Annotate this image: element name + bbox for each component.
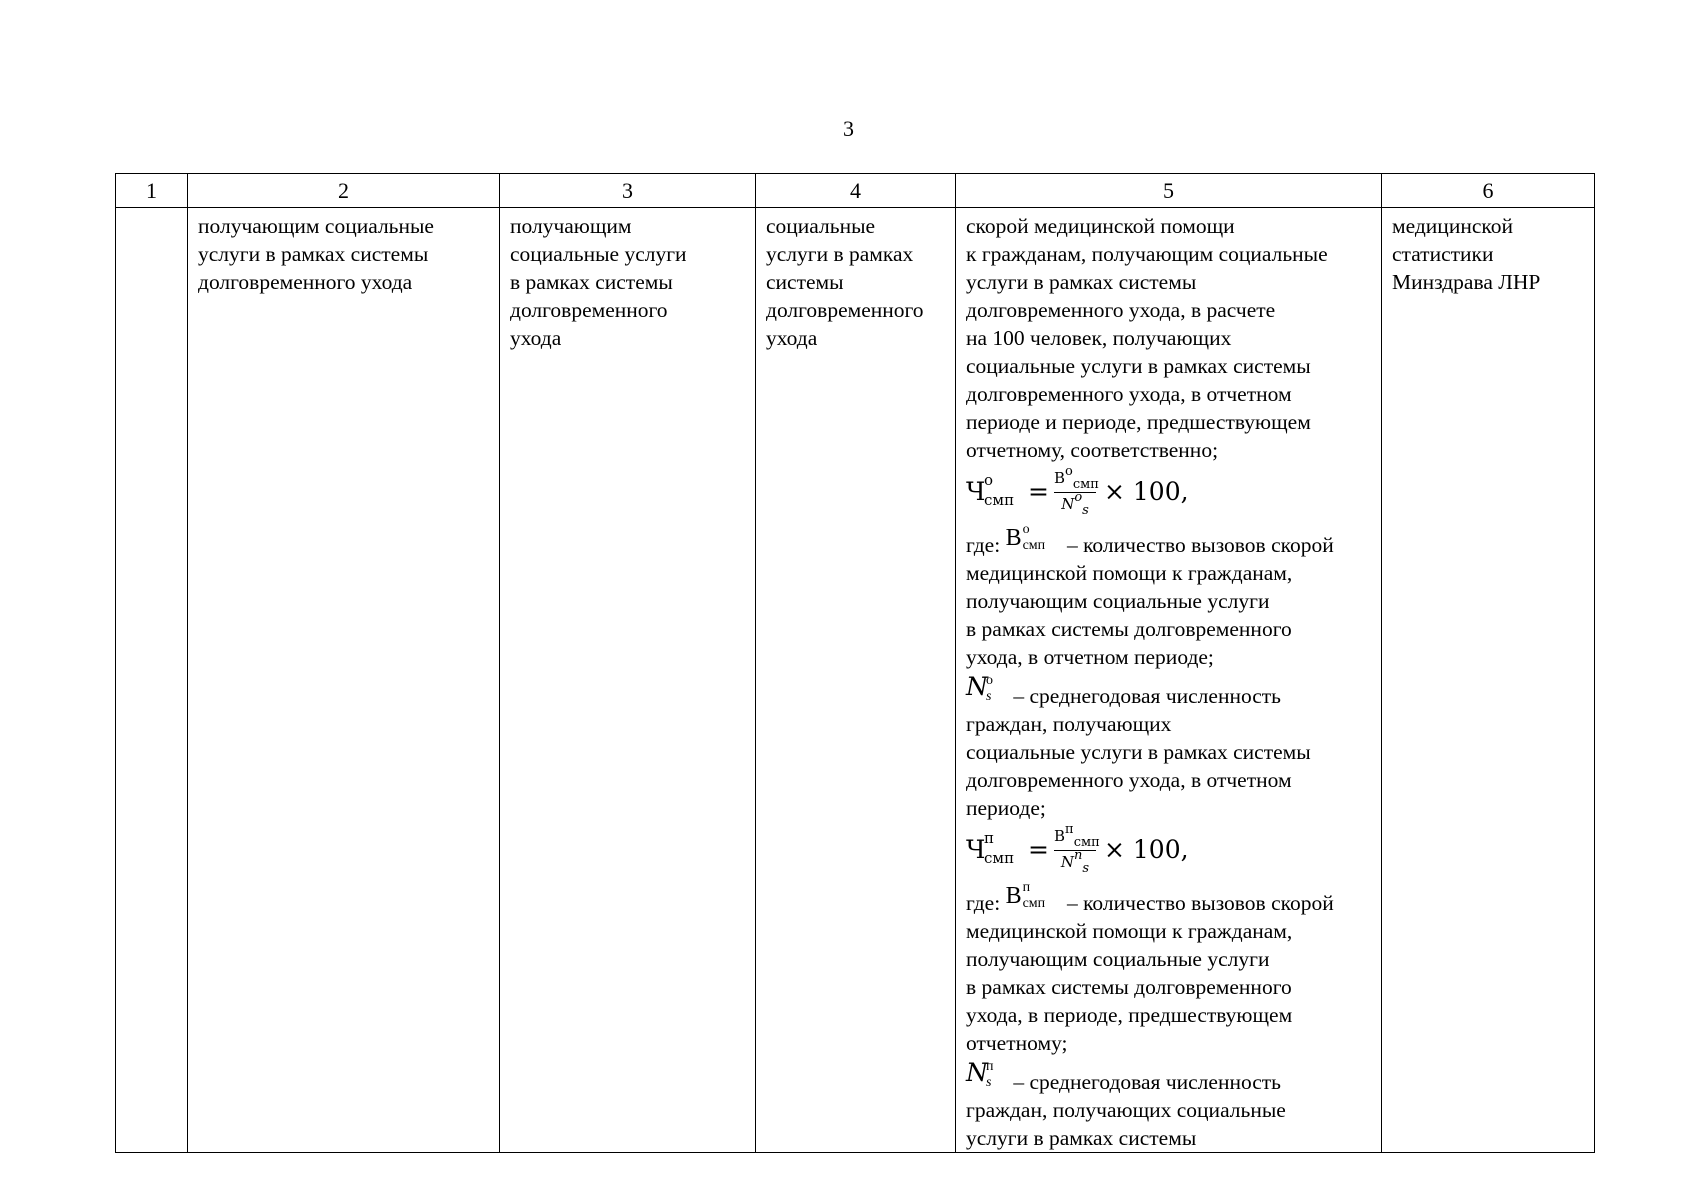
cell-col6 xyxy=(1382,208,1595,1153)
text-line: долговременного ухода xyxy=(198,270,413,294)
formula-denominator: Nпs xyxy=(1060,848,1090,876)
text-line: услуги в рамках системы xyxy=(966,270,1197,294)
text-line: граждан, получающих xyxy=(966,712,1172,736)
text-line: скорой медицинской помощи xyxy=(966,214,1235,238)
formula-lhs: Ч xyxy=(966,477,986,506)
text-line: долговременного ухода, в отчетном xyxy=(966,382,1292,406)
cell-col4 xyxy=(756,208,956,1153)
page-number: 3 xyxy=(843,116,854,141)
text-line: ухода xyxy=(766,326,818,350)
text-line: долговременного xyxy=(766,298,924,322)
text-line: получающим социальные xyxy=(198,214,434,238)
text-line: услуги в рамках системы xyxy=(966,1126,1197,1150)
formula-lhs-subscript: смп xyxy=(984,849,1015,867)
table-row xyxy=(116,208,1595,1153)
column-header-1: 1 xyxy=(116,174,188,208)
formula-multiplier: × 100, xyxy=(1104,835,1189,864)
definition-line: где: В п смп – количество вызовов скорой xyxy=(966,880,1334,915)
column-header-4: 4 xyxy=(756,174,956,208)
text-line: в рамках системы долговременного xyxy=(966,975,1292,999)
text-line: долговременного xyxy=(510,298,668,322)
formula-multiplier: × 100, xyxy=(1104,477,1189,506)
formula-lhs-subscript: смп xyxy=(984,491,1015,509)
text-line: в рамках системы xyxy=(510,270,673,294)
text-line: системы xyxy=(766,270,844,294)
formula-previous-period xyxy=(966,824,1371,880)
column-header-3: 3 xyxy=(500,174,756,208)
column-header-2: 2 xyxy=(188,174,500,208)
text-line: социальные услуги в рамках системы xyxy=(966,354,1311,378)
text-line: получающим xyxy=(510,214,632,238)
cell-col3 xyxy=(500,208,756,1153)
definition-line: N о s – среднегодовая численность xyxy=(966,672,1281,708)
text-line: медицинской помощи к гражданам, xyxy=(966,919,1293,943)
formula-lhs-superscript: п xyxy=(984,829,994,847)
column-header-6: 6 xyxy=(1382,174,1595,208)
cell-col1 xyxy=(116,208,188,1153)
text-line: социальные услуги в рамках системы xyxy=(966,740,1311,764)
formula-fraction xyxy=(1054,464,1099,518)
formula-lhs: Ч xyxy=(966,835,986,864)
text-line: услуги в рамках системы xyxy=(198,242,429,266)
text-line: периоде; xyxy=(966,796,1046,820)
definition-line: где: В о смп – количество вызовов скорой xyxy=(966,522,1334,557)
text-line: ухода, в отчетном периоде; xyxy=(966,645,1214,669)
text-line: отчетному; xyxy=(966,1031,1068,1055)
text-line: долговременного ухода, в расчете xyxy=(966,298,1276,322)
table-header-row xyxy=(116,174,1595,208)
text-line: социальные услуги xyxy=(510,242,687,266)
formula-numerator: Впсмп xyxy=(1054,822,1100,850)
text-line: медицинской xyxy=(1392,214,1513,238)
text-line: ухода xyxy=(510,326,562,350)
text-line: в рамках системы долговременного xyxy=(966,617,1292,641)
text-line: долговременного ухода, в отчетном xyxy=(966,768,1292,792)
formula-equals: = xyxy=(1028,835,1049,864)
formula-denominator: Nоs xyxy=(1061,490,1089,518)
text-line: на 100 человек, получающих xyxy=(966,326,1232,350)
text-line: периоде и периоде, предшествующем xyxy=(966,410,1311,434)
text-line: граждан, получающих социальные xyxy=(966,1098,1286,1122)
text-line: ухода, в периоде, предшествующем xyxy=(966,1003,1293,1027)
text-line: услуги в рамках xyxy=(766,242,914,266)
text-line: получающим социальные услуги xyxy=(966,589,1270,613)
formula-lhs-superscript: о xyxy=(984,471,994,489)
text-line: отчетному, соответственно; xyxy=(966,438,1219,462)
formula-numerator: Восмп xyxy=(1054,464,1099,492)
formula-current-period xyxy=(966,466,1371,522)
text-line: к гражданам, получающим социальные xyxy=(966,242,1328,266)
text-line: Минздрава ЛНР xyxy=(1392,270,1541,294)
formula-fraction xyxy=(1054,822,1100,876)
formula-equals: = xyxy=(1028,477,1049,506)
text-line: медицинской помощи к гражданам, xyxy=(966,561,1293,585)
cell-col2 xyxy=(188,208,500,1153)
text-line: получающим социальные услуги xyxy=(966,947,1270,971)
indicator-table xyxy=(115,173,1595,1153)
column-header-5: 5 xyxy=(956,174,1382,208)
cell-col5 xyxy=(956,208,1382,1153)
text-line: статистики xyxy=(1392,242,1494,266)
text-line: социальные xyxy=(766,214,876,238)
definition-line: N п s – среднегодовая численность xyxy=(966,1058,1281,1094)
